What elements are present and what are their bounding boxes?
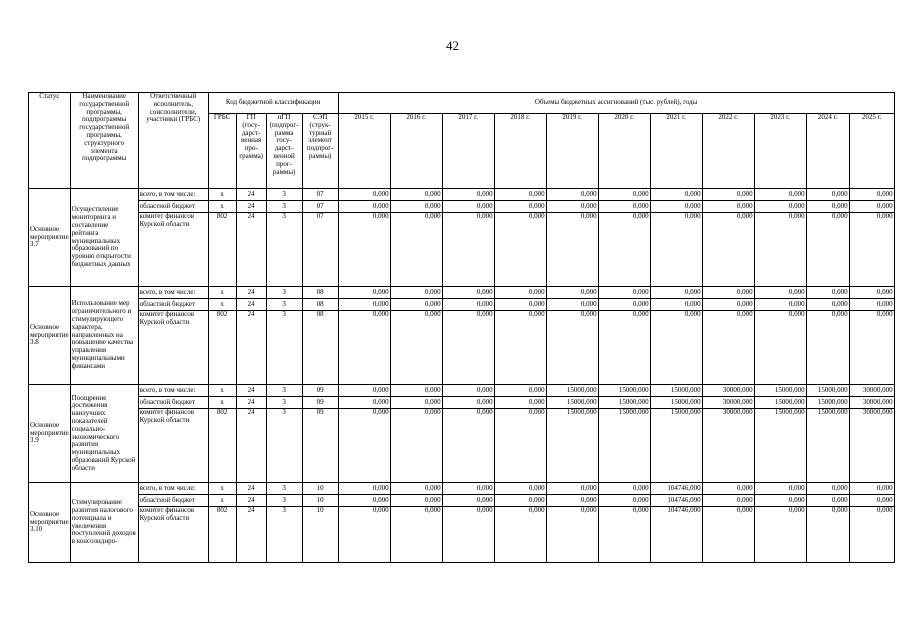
cell-sep: 08 xyxy=(302,311,338,385)
table-row xyxy=(29,287,895,299)
cell-value: 0,000 xyxy=(806,483,849,495)
cell-pgp: 3 xyxy=(266,507,302,563)
cell-value: 15000,000 xyxy=(806,409,849,483)
cell-value: 0,000 xyxy=(806,201,849,213)
row-label: комитет финансов Курской области xyxy=(138,311,208,385)
cell-gp: 24 xyxy=(236,213,266,287)
cell-value: 0,000 xyxy=(598,299,650,311)
cell-value: 0,000 xyxy=(390,213,442,287)
cell-value: 0,000 xyxy=(338,397,390,409)
page-number: 42 xyxy=(446,38,459,53)
cell-value: 0,000 xyxy=(442,495,494,507)
cell-value: 0,000 xyxy=(546,213,598,287)
table-row xyxy=(29,397,895,409)
row-label: всего, в том числе: xyxy=(138,385,208,397)
header-gp: ГП (госу- дарст- венная про- грамма) xyxy=(236,114,266,189)
cell-value: 0,000 xyxy=(338,287,390,299)
cell-gp: 24 xyxy=(236,201,266,213)
cell-value: 0,000 xyxy=(338,409,390,483)
cell-value: 0,000 xyxy=(494,385,546,397)
header-year: 2017 г. xyxy=(442,114,494,189)
cell-value: 0,000 xyxy=(338,299,390,311)
cell-gp: 24 xyxy=(236,507,266,563)
cell-gp: 24 xyxy=(236,311,266,385)
cell-grbs: х xyxy=(208,397,236,409)
cell-value: 0,000 xyxy=(702,299,754,311)
cell-value: 15000,000 xyxy=(754,397,806,409)
cell-value: 0,000 xyxy=(390,483,442,495)
cell-value: 0,000 xyxy=(390,385,442,397)
row-name: Поощрение достижения наилучших показателей социально-экономического развития муниципальных образований Курской области xyxy=(70,385,138,483)
cell-value: 15000,000 xyxy=(598,385,650,397)
cell-grbs: х xyxy=(208,299,236,311)
cell-value: 15000,000 xyxy=(598,397,650,409)
cell-value: 0,000 xyxy=(494,299,546,311)
cell-value: 0,000 xyxy=(598,287,650,299)
cell-value: 15000,000 xyxy=(754,409,806,483)
row-label: областной бюджет xyxy=(138,495,208,507)
table-row xyxy=(29,495,895,507)
cell-value: 0,000 xyxy=(598,311,650,385)
cell-value: 0,000 xyxy=(338,311,390,385)
cell-value: 0,000 xyxy=(754,213,806,287)
table-body xyxy=(29,189,895,563)
cell-value: 0,000 xyxy=(338,213,390,287)
cell-grbs: 802 xyxy=(208,409,236,483)
cell-value: 0,000 xyxy=(390,397,442,409)
cell-grbs: х xyxy=(208,189,236,201)
cell-value: 0,000 xyxy=(494,495,546,507)
row-label: областной бюджет xyxy=(138,201,208,213)
row-label: всего, в том числе: xyxy=(138,287,208,299)
cell-value: 0,000 xyxy=(806,495,849,507)
cell-value: 0,000 xyxy=(442,201,494,213)
cell-value: 0,000 xyxy=(494,201,546,213)
cell-gp: 24 xyxy=(236,299,266,311)
row-status: Основное мероприятие 3.10 xyxy=(29,483,71,563)
row-label: комитет финансов Курской области xyxy=(138,213,208,287)
cell-value: 0,000 xyxy=(702,287,754,299)
row-status: Основное мероприятие 3.8 xyxy=(29,287,71,385)
cell-value: 0,000 xyxy=(702,495,754,507)
cell-value: 15000,000 xyxy=(650,409,702,483)
table-row xyxy=(29,213,895,287)
cell-value: 0,000 xyxy=(546,483,598,495)
cell-value: 0,000 xyxy=(849,495,894,507)
cell-value: 0,000 xyxy=(754,311,806,385)
cell-value: 0,000 xyxy=(494,409,546,483)
header-status: Статус xyxy=(29,93,71,189)
cell-pgp: 3 xyxy=(266,287,302,299)
cell-value: 0,000 xyxy=(849,189,894,201)
cell-value: 0,000 xyxy=(338,483,390,495)
cell-grbs: 802 xyxy=(208,213,236,287)
cell-value: 0,000 xyxy=(390,495,442,507)
cell-pgp: 3 xyxy=(266,483,302,495)
cell-value: 0,000 xyxy=(338,495,390,507)
cell-value: 0,000 xyxy=(650,189,702,201)
cell-grbs: 802 xyxy=(208,311,236,385)
cell-sep: 10 xyxy=(302,483,338,495)
row-label: областной бюджет xyxy=(138,299,208,311)
header-year: 2024 г. xyxy=(806,114,849,189)
cell-value: 0,000 xyxy=(702,311,754,385)
header-year: 2025 г. xyxy=(849,114,894,189)
cell-value: 15000,000 xyxy=(650,397,702,409)
header-year: 2019 г. xyxy=(546,114,598,189)
header-sep: СЭП (струк- турный элемент подпрог- раммы) xyxy=(302,114,338,189)
row-status: Основное мероприятие 3.7 xyxy=(29,189,71,287)
header-year: 2021 г. xyxy=(650,114,702,189)
cell-value: 0,000 xyxy=(442,213,494,287)
cell-value: 0,000 xyxy=(546,189,598,201)
cell-value: 0,000 xyxy=(650,311,702,385)
cell-value: 30000,000 xyxy=(702,397,754,409)
cell-value: 0,000 xyxy=(390,299,442,311)
cell-value: 0,000 xyxy=(754,507,806,563)
cell-pgp: 3 xyxy=(266,495,302,507)
header-year: 2018 г. xyxy=(494,114,546,189)
cell-value: 0,000 xyxy=(650,213,702,287)
cell-gp: 24 xyxy=(236,409,266,483)
cell-sep: 10 xyxy=(302,507,338,563)
cell-pgp: 3 xyxy=(266,213,302,287)
cell-sep: 08 xyxy=(302,287,338,299)
cell-gp: 24 xyxy=(236,189,266,201)
cell-value: 0,000 xyxy=(702,507,754,563)
cell-value: 0,000 xyxy=(598,495,650,507)
cell-value: 30000,000 xyxy=(849,409,894,483)
cell-value: 0,000 xyxy=(702,483,754,495)
cell-value: 0,000 xyxy=(494,397,546,409)
cell-sep: 08 xyxy=(302,299,338,311)
cell-value: 15000,000 xyxy=(546,409,598,483)
header-year: 2015 г. xyxy=(338,114,390,189)
cell-value: 0,000 xyxy=(754,201,806,213)
cell-value: 0,000 xyxy=(442,409,494,483)
cell-value: 104746,000 xyxy=(650,495,702,507)
cell-gp: 24 xyxy=(236,495,266,507)
cell-sep: 09 xyxy=(302,397,338,409)
cell-pgp: 3 xyxy=(266,189,302,201)
cell-value: 0,000 xyxy=(546,311,598,385)
row-name: Использование мер ограничительного и стимулирующего характера, направленных на повышение качества управления муниципальными финансами xyxy=(70,287,138,385)
cell-value: 30000,000 xyxy=(702,409,754,483)
cell-sep: 07 xyxy=(302,201,338,213)
row-label: комитет финансов Курской области xyxy=(138,409,208,483)
cell-value: 0,000 xyxy=(650,287,702,299)
cell-value: 30000,000 xyxy=(849,385,894,397)
cell-grbs: х xyxy=(208,385,236,397)
cell-value: 15000,000 xyxy=(650,385,702,397)
row-status: Основное мероприятие 3.9 xyxy=(29,385,71,483)
cell-value: 0,000 xyxy=(806,507,849,563)
cell-value: 30000,000 xyxy=(849,397,894,409)
cell-value: 0,000 xyxy=(806,287,849,299)
cell-value: 0,000 xyxy=(390,287,442,299)
cell-pgp: 3 xyxy=(266,409,302,483)
budget-table xyxy=(28,92,895,563)
cell-value: 0,000 xyxy=(546,201,598,213)
header-grbs: ГРБС xyxy=(208,114,236,189)
cell-sep: 07 xyxy=(302,213,338,287)
cell-value: 0,000 xyxy=(338,507,390,563)
cell-value: 0,000 xyxy=(442,189,494,201)
cell-value: 0,000 xyxy=(754,495,806,507)
cell-value: 0,000 xyxy=(598,483,650,495)
cell-value: 0,000 xyxy=(442,287,494,299)
cell-value: 0,000 xyxy=(390,409,442,483)
header-pgp: пГП (подпрог- рамма госу- дарст- венной прог- раммы) xyxy=(266,114,302,189)
cell-pgp: 3 xyxy=(266,397,302,409)
cell-value: 0,000 xyxy=(494,507,546,563)
cell-pgp: 3 xyxy=(266,299,302,311)
cell-grbs: 802 xyxy=(208,507,236,563)
cell-value: 0,000 xyxy=(702,201,754,213)
cell-value: 0,000 xyxy=(806,189,849,201)
cell-grbs: х xyxy=(208,287,236,299)
cell-value: 0,000 xyxy=(754,287,806,299)
cell-value: 30000,000 xyxy=(702,385,754,397)
row-label: областной бюджет xyxy=(138,397,208,409)
row-name: Осуществление мониторинга и составление рейтинга муниципальных образований по уровню открытости бюджетных данных xyxy=(70,189,138,287)
header-volumes: Объемы бюджетных ассигнований (тыс. рублей), годы xyxy=(338,93,894,114)
cell-value: 0,000 xyxy=(546,287,598,299)
row-label: всего, в том числе: xyxy=(138,189,208,201)
cell-value: 0,000 xyxy=(806,213,849,287)
table-row xyxy=(29,385,895,397)
cell-value: 0,000 xyxy=(390,201,442,213)
cell-value: 15000,000 xyxy=(754,385,806,397)
cell-gp: 24 xyxy=(236,287,266,299)
cell-value: 0,000 xyxy=(702,189,754,201)
table-row xyxy=(29,299,895,311)
cell-value: 0,000 xyxy=(754,299,806,311)
cell-value: 0,000 xyxy=(849,311,894,385)
cell-value: 0,000 xyxy=(494,483,546,495)
cell-value: 0,000 xyxy=(338,189,390,201)
cell-pgp: 3 xyxy=(266,201,302,213)
cell-value: 0,000 xyxy=(494,311,546,385)
cell-value: 15000,000 xyxy=(806,397,849,409)
cell-value: 0,000 xyxy=(650,201,702,213)
cell-sep: 10 xyxy=(302,495,338,507)
cell-value: 0,000 xyxy=(598,213,650,287)
cell-value: 15000,000 xyxy=(546,397,598,409)
cell-value: 0,000 xyxy=(546,507,598,563)
row-name: Стимулирование развития налогового потенциала и увеличения поступлений доходов в консолидиро- xyxy=(70,483,138,563)
cell-sep: 09 xyxy=(302,409,338,483)
table-row xyxy=(29,507,895,563)
cell-value: 15000,000 xyxy=(546,385,598,397)
cell-grbs: х xyxy=(208,483,236,495)
cell-value: 0,000 xyxy=(806,299,849,311)
cell-value: 0,000 xyxy=(546,299,598,311)
header-year: 2023 г. xyxy=(754,114,806,189)
table-row xyxy=(29,483,895,495)
cell-value: 0,000 xyxy=(849,507,894,563)
cell-value: 0,000 xyxy=(442,397,494,409)
cell-value: 0,000 xyxy=(754,483,806,495)
cell-value: 104746,000 xyxy=(650,507,702,563)
cell-value: 0,000 xyxy=(494,213,546,287)
cell-pgp: 3 xyxy=(266,311,302,385)
header-year: 2016 г. xyxy=(390,114,442,189)
header-year: 2020 г. xyxy=(598,114,650,189)
cell-value: 0,000 xyxy=(598,189,650,201)
cell-value: 0,000 xyxy=(442,311,494,385)
cell-value: 0,000 xyxy=(849,201,894,213)
cell-value: 0,000 xyxy=(849,483,894,495)
cell-value: 0,000 xyxy=(546,495,598,507)
cell-value: 0,000 xyxy=(598,201,650,213)
cell-gp: 24 xyxy=(236,397,266,409)
cell-gp: 24 xyxy=(236,483,266,495)
cell-grbs: х xyxy=(208,201,236,213)
cell-gp: 24 xyxy=(236,385,266,397)
cell-value: 0,000 xyxy=(338,385,390,397)
cell-value: 0,000 xyxy=(598,507,650,563)
cell-value: 0,000 xyxy=(442,507,494,563)
cell-value: 0,000 xyxy=(338,201,390,213)
cell-value: 0,000 xyxy=(754,189,806,201)
cell-value: 0,000 xyxy=(494,189,546,201)
cell-value: 15000,000 xyxy=(598,409,650,483)
cell-value: 0,000 xyxy=(390,189,442,201)
header-name: Наименование государственной программы, подпрограммы государственной программы, структурного элемента подпрограммы xyxy=(70,93,138,189)
cell-grbs: х xyxy=(208,495,236,507)
header-year: 2022 г. xyxy=(702,114,754,189)
cell-value: 0,000 xyxy=(442,299,494,311)
cell-value: 0,000 xyxy=(442,385,494,397)
header-budget-code: Код бюджетной классификации xyxy=(208,93,338,114)
table-row xyxy=(29,201,895,213)
row-label: всего, в том числе: xyxy=(138,483,208,495)
cell-value: 104746,000 xyxy=(650,483,702,495)
table-row xyxy=(29,311,895,385)
header-executor: Ответственный исполнитель, соисполнители, участники (ГРБС) xyxy=(138,93,208,189)
table-row xyxy=(29,189,895,201)
cell-value: 0,000 xyxy=(849,299,894,311)
cell-pgp: 3 xyxy=(266,385,302,397)
cell-value: 0,000 xyxy=(442,483,494,495)
cell-value: 0,000 xyxy=(390,507,442,563)
row-label: комитет финансов Курской области xyxy=(138,507,208,563)
cell-value: 0,000 xyxy=(650,299,702,311)
cell-sep: 07 xyxy=(302,189,338,201)
cell-value: 0,000 xyxy=(702,213,754,287)
cell-value: 0,000 xyxy=(494,287,546,299)
table-row xyxy=(29,409,895,483)
cell-sep: 09 xyxy=(302,385,338,397)
cell-value: 0,000 xyxy=(806,311,849,385)
cell-value: 0,000 xyxy=(849,287,894,299)
cell-value: 0,000 xyxy=(849,213,894,287)
cell-value: 15000,000 xyxy=(806,385,849,397)
cell-value: 0,000 xyxy=(390,311,442,385)
